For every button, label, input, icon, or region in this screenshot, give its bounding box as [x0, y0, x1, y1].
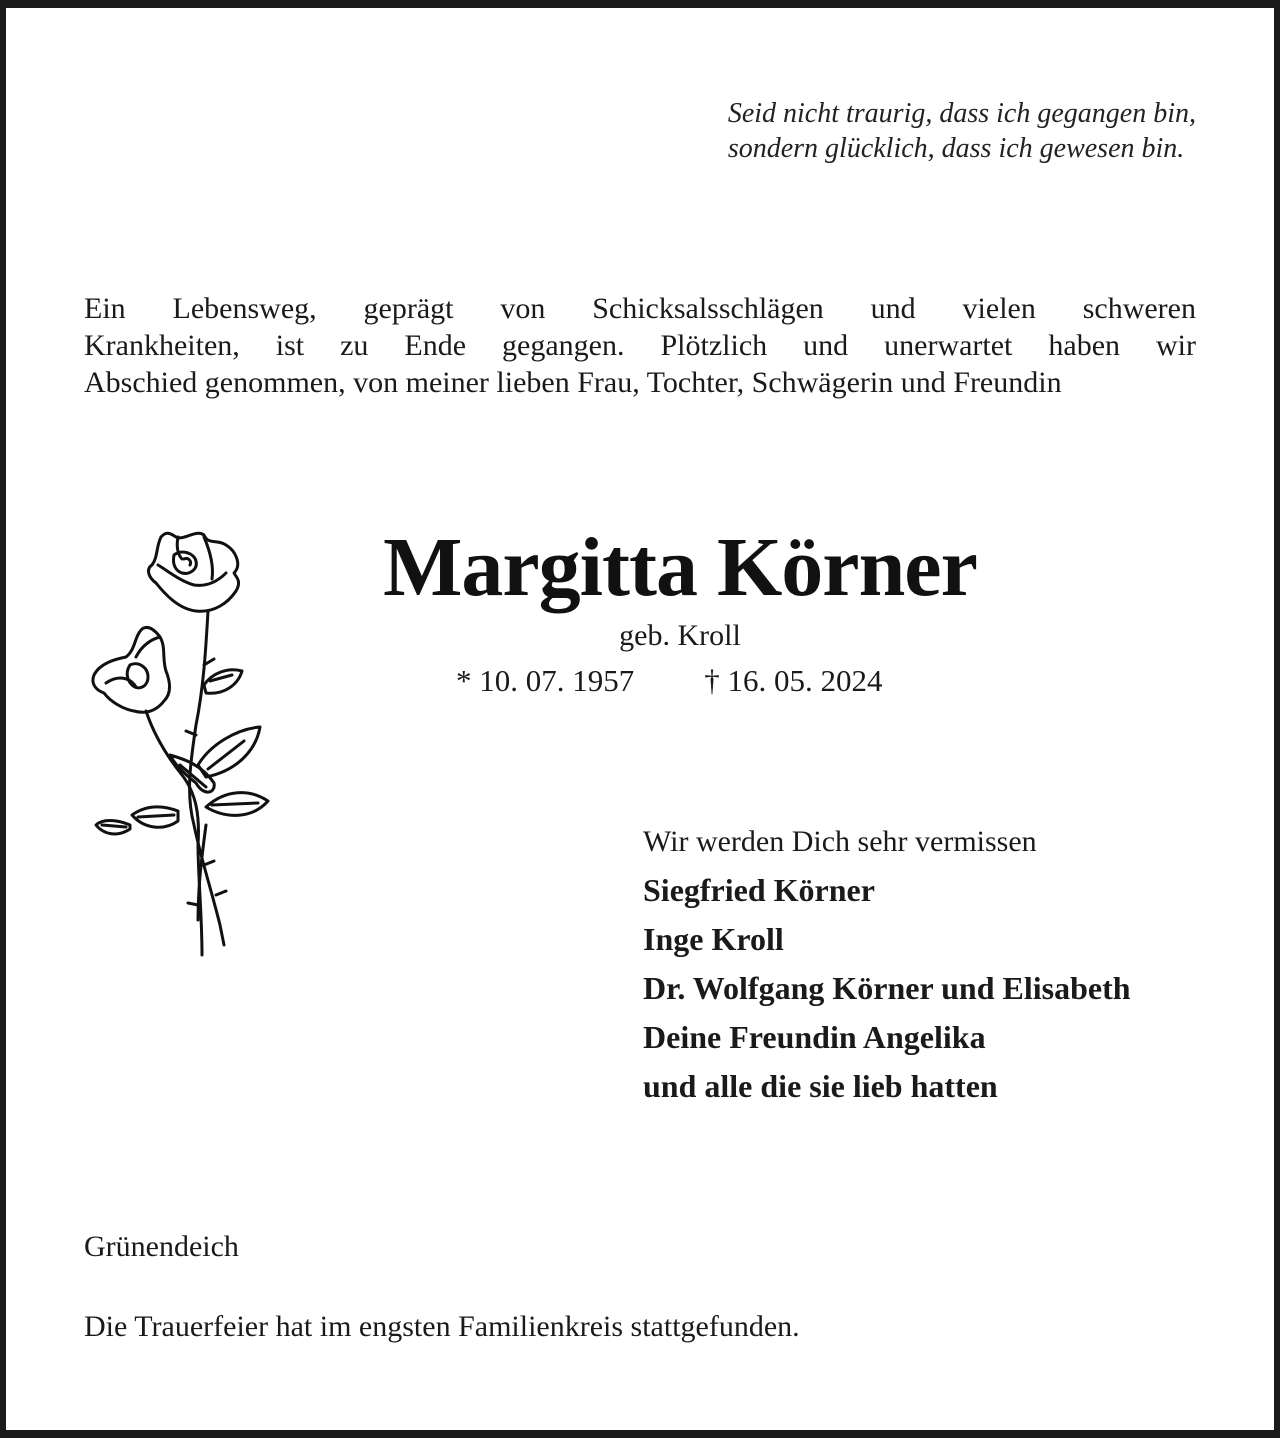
- mourner-name: Dr. Wolfgang Körner und Elisabeth: [643, 970, 1131, 1006]
- intro-line-2: Krankheiten, ist zu Ende gegangen. Plötzlich und unerwartet haben wir: [84, 329, 1196, 362]
- maiden-name: geb. Kroll: [619, 619, 741, 652]
- mourner-name: Deine Freundin Angelika: [643, 1019, 986, 1055]
- intro-line-3: Abschied genommen, von meiner lieben Frau, Tochter, Schwägerin und Freundin: [84, 366, 1062, 399]
- mourners-block: [643, 818, 1223, 1111]
- deceased-name: Margitta Körner: [383, 521, 977, 614]
- intro-paragraph: [84, 290, 1196, 401]
- motto-quote: [728, 96, 1196, 166]
- motto-line-1: Seid nicht traurig, dass ich gegangen bin,: [727, 98, 1196, 129]
- motto-line-2: sondern glücklich, dass ich gewesen bin.: [727, 133, 1185, 164]
- rose-drawing-icon: [86, 525, 276, 965]
- ceremony-note: Die Trauerfeier hat im engsten Familienkreis stattgefunden.: [84, 1310, 800, 1343]
- birth-date: * 10. 07. 1957: [456, 663, 635, 698]
- life-dates: [456, 662, 883, 700]
- intro-line-1: Ein Lebensweg, geprägt von Schicksalsschlägen und vielen schweren: [84, 292, 1196, 325]
- mourner-name: Siegfried Körner: [643, 872, 875, 908]
- mourner-name: und alle die sie lieb hatten: [643, 1068, 998, 1104]
- place-name: Grünendeich: [84, 1230, 239, 1263]
- mourners-intro: Wir werden Dich sehr vermissen: [643, 825, 1037, 858]
- mourner-name: Inge Kroll: [643, 921, 784, 957]
- death-date: † 16. 05. 2024: [704, 663, 883, 698]
